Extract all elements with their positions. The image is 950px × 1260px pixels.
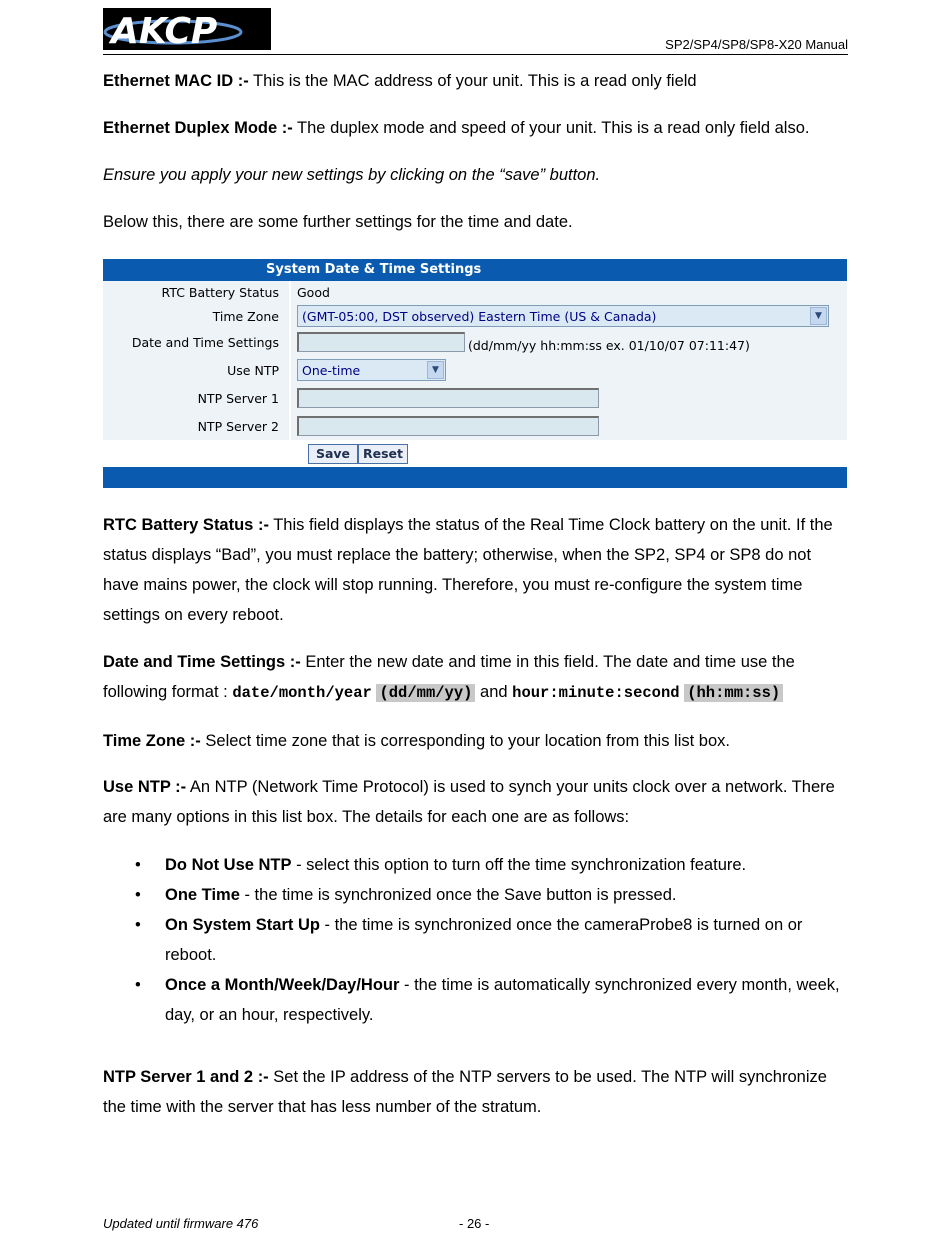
panel-header [103,259,847,281]
bullet-desc: - the time is automatically synchronized every month, week, day, or an hour, respectively. [165,976,840,1024]
rtc-value: Good [297,285,330,300]
row-ntp-server-2 [103,412,847,442]
time-zone-selected: (GMT-05:00, DST observed) Eastern Time (US & Canada) [302,309,657,324]
row-buttons [103,440,847,469]
reset-button[interactable]: Reset [358,444,408,464]
row-date-time [103,329,847,358]
time-zone-select[interactable] [297,305,829,327]
dt-format-2-code: (hh:mm:ss) [684,684,783,702]
row-rtc-battery [103,281,847,305]
akcp-logo-graphic [103,8,271,50]
dt-format-1-code: (dd/mm/yy) [376,684,475,702]
bullet-term: One Time [165,886,240,904]
tz-label: Time Zone [212,309,279,324]
page-header [103,8,848,55]
dt-and: and [475,683,513,701]
bullet-icon: • [135,976,141,994]
duplex-term: Ethernet Duplex Mode :- [103,119,293,137]
row-time-zone [103,303,847,331]
ntps-desc: Set the IP address of the NTP servers to be used. The NTP will synchronize the time with the server that has less number of the stratum. [103,1068,827,1116]
rtc-label: RTC Battery Status [161,285,279,300]
bullet-icon: • [135,916,141,934]
akcp-logo [103,8,271,50]
bullet-term: Once a Month/Week/Day/Hour [165,976,400,994]
bullet-icon: • [135,886,141,904]
mac-desc: This is the MAC address of your unit. This is a read only field [248,72,697,90]
mac-term: Ethernet MAC ID :- [103,72,249,90]
ntp-label: Use NTP [227,363,279,378]
mac-paragraph [103,66,848,96]
logo-text: AKCP [111,11,218,50]
bullet-desc: - the time is synchronized once the cameraProbe8 is turned on or reboot. [165,916,803,964]
use-ntp-selected: One-time [302,363,361,378]
date-time-settings-panel [103,259,847,488]
dt-term: Date and Time Settings :- [103,653,301,671]
dt-desc: Enter the new date and time in this field. The date and time use the following format : [103,653,795,701]
save-note: Ensure you apply your new settings by clicking on the “save” button. [103,166,601,184]
dt-label: Date and Time Settings [131,335,279,350]
bullet-term: On System Start Up [165,916,320,934]
list-item [103,850,848,880]
date-time-input[interactable] [297,332,465,352]
bullet-desc: - the time is synchronized once the Save button is pressed. [239,886,677,904]
chevron-down-icon[interactable]: ▼ [810,307,827,325]
bullet-term: Do Not Use NTP [165,856,292,874]
use-ntp-select[interactable] [297,359,446,381]
duplex-paragraph [103,113,848,143]
manual-title: SP2/SP4/SP8/SP8-X20 Manual [665,37,848,52]
ntp-server-2-input[interactable] [297,416,599,436]
ntp1-label: NTP Server 1 [197,391,279,406]
ntp-options-list [103,850,848,1030]
bullet-icon: • [135,856,141,874]
ntp-paragraph [103,772,848,832]
rtc-desc: This field displays the status of the Real Time Clock battery on the unit. If the status displays “Bad”, you must replace the battery; otherwise, when the SP2, SP4 or SP8 do not have mains power, the clock will stop running. Therefore, you must re-configure the system time settings on every reboot. [103,516,833,624]
row-ntp-server-1 [103,384,847,414]
chevron-down-icon[interactable]: ▼ [427,361,444,379]
row-use-ntp [103,356,847,386]
ntp-server-1-input[interactable] [297,388,599,408]
dt-format-1: date/month/year [232,684,372,702]
ntp-term: Use NTP :- [103,778,187,796]
ntp2-label: NTP Server 2 [197,419,279,434]
bullet-desc: - select this option to turn off the time synchronization feature. [291,856,747,874]
rtc-paragraph [103,510,848,630]
footer-firmware: Updated until firmware 476 [103,1216,259,1231]
ntps-term: NTP Server 1 and 2 :- [103,1068,269,1086]
list-item [103,970,848,1030]
date-time-hint: (dd/mm/yy hh:mm:ss ex. 01/10/07 07:11:47) [468,338,750,353]
dt-paragraph [103,647,848,708]
save-button[interactable]: Save [308,444,358,464]
list-item [103,880,848,910]
tz-paragraph [103,726,848,756]
duplex-desc: The duplex mode and speed of your unit. This is a read only field also. [292,119,810,137]
dt-format-2: hour:minute:second [512,684,680,702]
list-item [103,910,848,970]
tz-desc: Select time zone that is corresponding to your location from this list box. [200,732,730,750]
below-text: Below this, there are some further settings for the time and date. [103,213,573,231]
panel-footer-bar [103,467,847,488]
panel-title: System Date & Time Settings [266,262,482,277]
ntp-servers-paragraph [103,1062,848,1122]
page-number: - 26 - [459,1216,490,1231]
rtc-term: RTC Battery Status :- [103,516,269,534]
ntp-desc: An NTP (Network Time Protocol) is used to synch your units clock over a network. There are many options in this list box. The details for each one are as follows: [103,778,835,826]
tz-term: Time Zone :- [103,732,201,750]
